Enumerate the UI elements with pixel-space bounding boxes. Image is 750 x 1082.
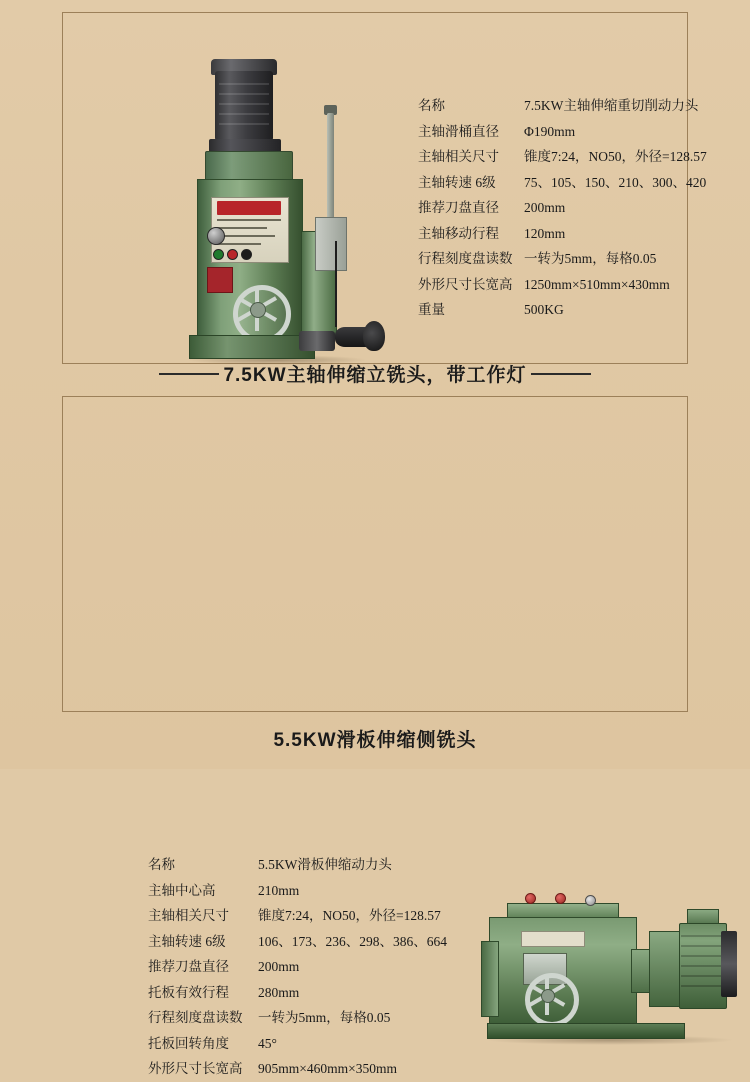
- spec-row: [148, 929, 447, 955]
- spec-value: 500KG: [524, 302, 564, 317]
- motor-fin: [219, 123, 269, 125]
- spec-row: [148, 1056, 447, 1082]
- selector-knob: [207, 227, 225, 245]
- motor-fin: [219, 103, 269, 105]
- spec-label: 主轴转速 6级: [418, 174, 496, 190]
- spec-row: [418, 93, 707, 119]
- spec-row: [148, 903, 447, 929]
- spec-value: 1250mm×510mm×430mm: [524, 276, 670, 292]
- bolt-red: [525, 893, 536, 904]
- spec-label: 行程刻度盘读数: [148, 1010, 243, 1025]
- guide-rod: [327, 113, 334, 225]
- spec-row: [418, 195, 707, 221]
- spec-value: 5.5KW滑板伸缩动力头: [258, 857, 392, 872]
- spec-label: 托板有效行程: [148, 984, 229, 1000]
- spec-value: 106、173、236、298、386、664: [258, 933, 447, 949]
- spec-row: [148, 980, 447, 1006]
- spec-value: 280mm: [258, 984, 300, 1000]
- spec-label: 重量: [418, 302, 445, 317]
- brand-label: [207, 267, 233, 293]
- spec-row: [418, 144, 707, 170]
- green-button: [213, 249, 224, 260]
- control-plate-line: [217, 227, 267, 229]
- spec-row: [148, 878, 447, 904]
- section-1-caption: [62, 360, 688, 387]
- spec-table-1: [418, 93, 707, 323]
- spec-value: 210mm: [258, 882, 300, 898]
- spec-value: 一转为5mm，每格0.05: [524, 251, 657, 266]
- spec-label: 主轴移动行程: [418, 225, 499, 241]
- bolt-red: [555, 893, 566, 904]
- motor-fin: [681, 985, 723, 987]
- name-plate: [521, 931, 585, 947]
- spec-row: [148, 1005, 447, 1031]
- motor-fin: [681, 935, 723, 937]
- motor-fin: [681, 955, 723, 957]
- spec-value: 锥度7:24，NO50，外径=128.57: [258, 908, 441, 923]
- spec-value: 75、105、150、210、300、420: [524, 174, 707, 190]
- spec-row: [418, 170, 707, 196]
- work-lamp-head: [363, 321, 385, 351]
- spec-row: [148, 954, 447, 980]
- spec-label: 主轴相关尺寸: [418, 149, 499, 164]
- caption-rule-right: [531, 373, 591, 375]
- handwheel-hub: [541, 989, 555, 1003]
- spec-label: 外形尺寸长宽高: [148, 1061, 243, 1076]
- spec-row: [418, 297, 707, 323]
- motor-fin: [219, 113, 269, 115]
- control-plate-line: [217, 243, 261, 245]
- product-image-vertical-milling-head: [167, 35, 397, 365]
- spec-row: [418, 246, 707, 272]
- handwheel-hub: [250, 302, 266, 318]
- spec-value: 905mm×460mm×350mm: [258, 1061, 397, 1076]
- spec-row: [148, 852, 447, 878]
- spec-label: 主轴中心高: [148, 882, 216, 898]
- spec-value: 45°: [258, 1035, 277, 1051]
- spec-value: 200mm: [258, 959, 300, 974]
- spec-row: [418, 119, 707, 145]
- caption-text: 7.5KW主轴伸缩立铣头，带工作灯: [223, 365, 527, 386]
- spec-label: 主轴转速 6级: [148, 933, 226, 949]
- spec-value: 一转为5mm，每格0.05: [258, 1010, 391, 1025]
- machine-base: [487, 1023, 685, 1039]
- control-plate-red-banner: [217, 201, 281, 215]
- work-lamp-cable: [335, 241, 337, 327]
- spec-label: 推荐刀盘直径: [418, 200, 499, 215]
- spec-value: 120mm: [524, 225, 566, 241]
- motor-fin: [681, 965, 723, 967]
- spec-label: 主轴相关尺寸: [148, 908, 229, 923]
- spindle-nose: [299, 331, 335, 351]
- spec-label: 外形尺寸长宽高: [418, 276, 513, 292]
- spec-row: [418, 221, 707, 247]
- spec-row: [418, 272, 707, 298]
- spec-value: 7.5KW主轴伸缩重切削动力头: [524, 98, 699, 113]
- caption-text: 5.5KW滑板伸缩侧铣头: [273, 730, 477, 751]
- spec-row: [148, 1031, 447, 1057]
- spec-label: 托板回转角度: [148, 1035, 229, 1051]
- quill-housing: [315, 217, 347, 271]
- caption-rule-left: [159, 373, 219, 375]
- spec-value: 锥度7:24，NO50，外径=128.57: [524, 149, 707, 164]
- slide-way: [481, 941, 499, 1017]
- control-plate-line: [217, 219, 281, 221]
- spec-label: 行程刻度盘读数: [418, 251, 513, 266]
- machine-base: [189, 335, 315, 359]
- motor-body: [215, 71, 273, 141]
- product-image-slide-milling-head: [481, 887, 741, 1067]
- fan-cover: [721, 931, 737, 997]
- section-2-caption: [62, 725, 688, 752]
- spec-label: 主轴滑桶直径: [418, 123, 499, 139]
- motor-fin: [681, 975, 723, 977]
- spec-label: 推荐刀盘直径: [148, 959, 229, 974]
- red-button: [227, 249, 238, 260]
- motor-fin: [219, 93, 269, 95]
- product-panel-1: [62, 12, 707, 364]
- motor-fin: [219, 83, 269, 85]
- control-plate-line: [217, 235, 275, 237]
- bolt: [585, 895, 596, 906]
- spec-label: 名称: [418, 98, 445, 113]
- spec-label: 名称: [148, 857, 175, 872]
- black-button: [241, 249, 252, 260]
- spec-table-2: [148, 852, 447, 1082]
- spec-value: 200mm: [524, 200, 566, 215]
- motor-fin: [681, 945, 723, 947]
- spec-value: Φ190mm: [524, 123, 576, 139]
